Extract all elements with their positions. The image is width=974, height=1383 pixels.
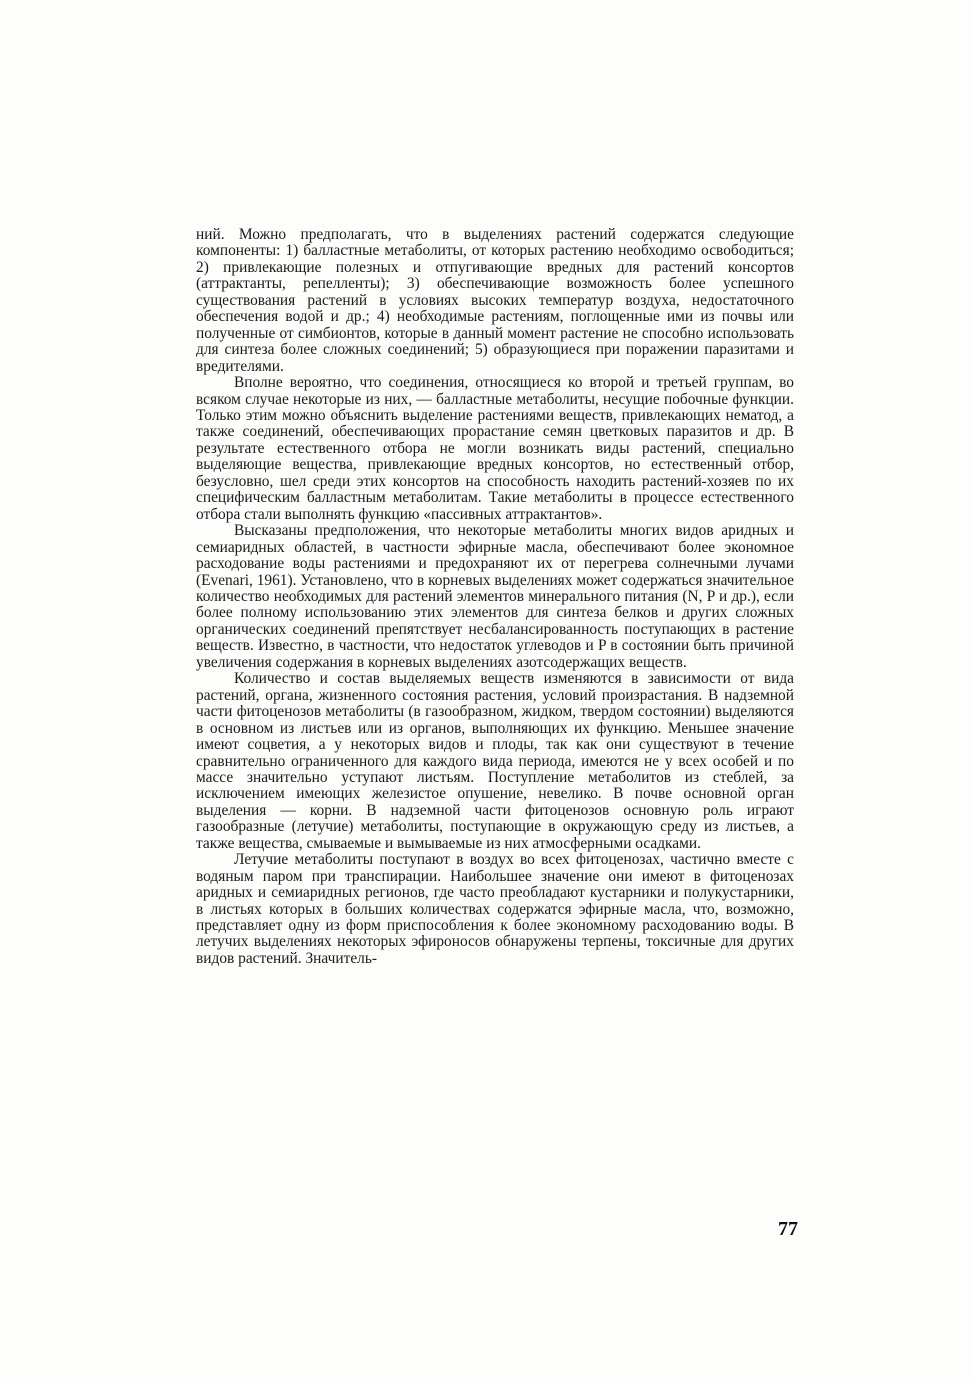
paragraph-5: Летучие метаболиты поступают в воздух во всех фитоценозах, частично вместе с водяным паром при транспирации. Наибольшее значение они имеют в фитоценозах аридных и семиаридных регионов, где часто преобладают кустарники и полукустарники, в листьях которых в больших количествах содержатся эфирные масла, что, возможно, представляет одну из форм приспособления к более экономному расходованию воды. В летучих выделениях некоторых эфироносов обнаружены терпены, токсичные для других видов растений. Значитель-	[196, 851, 794, 967]
body-text	[196, 227, 794, 967]
paragraph-1: ний. Можно предполагать, что в выделениях растений содержатся следующие компоненты: 1) балластные метаболиты, от которых растению необходимо освободиться; 2) привлекающие полезных и отпугивающие вредных для растений консортов (аттрактанты, репелленты); 3) обеспечивающие возможность более успешного существования растений в условиях высоких температур воздуха, недостаточного обеспечения водой и др.; 4) необходимые растениям, поглощенные ими из почвы или полученные от симбионтов, которые в данный момент растение не способно использовать для синтеза более сложных соединений; 5) образующиеся при поражении паразитами и вредителями.	[196, 226, 794, 375]
paragraph-3: Высказаны предположения, что некоторые метаболиты многих видов аридных и семиаридных областей, в частности эфирные масла, обеспечивают более экономное расходование воды растениями и предохраняют их от перегрева солнечными лучами (Evenari, 1961). Установлено, что в корневых выделениях может содержаться значительное количество необходимых для растений элементов минерального питания (N, P и др.), если более полному использованию этих элементов для синтеза белков и других сложных органических соединений препятствует несбалансированность поступающих в растение веществ. Известно, в частности, что недостаток углеводов и P в состоянии быть причиной увеличения содержания в корневых выделениях азотсодержащих веществ.	[196, 522, 794, 671]
paragraph-2: Вполне вероятно, что соединения, относящиеся ко второй и третьей группам, во всяком случае некоторые из них, — балластные метаболиты, несущие побочные функции. Только этим можно объяснить выделение растениями веществ, привлекающих нематод, а также соединений, обеспечивающих прорастание семян цветковых паразитов и др. В результате естественного отбора не могли возникать виды растений, специально выделяющие вещества, привлекающие вредных консортов, но естественный отбор, безусловно, шел среди этих консортов на способность находить растений-хозяев по их специфическим балластным метаболитам. Такие метаболиты в процессе естественного отбора стали выполнять функцию «пассивных аттрактантов».	[196, 374, 794, 523]
paragraph-4: Количество и состав выделяемых веществ изменяются в зависимости от вида растений, органа, жизненного состояния растения, условий произрастания. В надземной части фитоценозов метаболиты (в газообразном, жидком, твердом состоянии) выделяются в основном из листьев или из органов, выполняющих их функцию. Меньшее значение имеют соцветия, а у некоторых видов и плоды, так как они существуют в течение сравнительно ограниченного для каждого вида периода, имеются не у всех особей и по массе значительно уступают листьям. Поступление метаболитов из стеблей, за исключением имеющих железистое опушение, невелико. В почве основной орган выделения — корни. В надземной части фитоценозов основную роль играют газообразные (летучие) метаболиты, поступающие в окружающую среду из листьев, а также вещества, смываемые и вымываемые из них атмосферными осадками.	[196, 670, 794, 852]
page-number: 77	[778, 1218, 798, 1240]
